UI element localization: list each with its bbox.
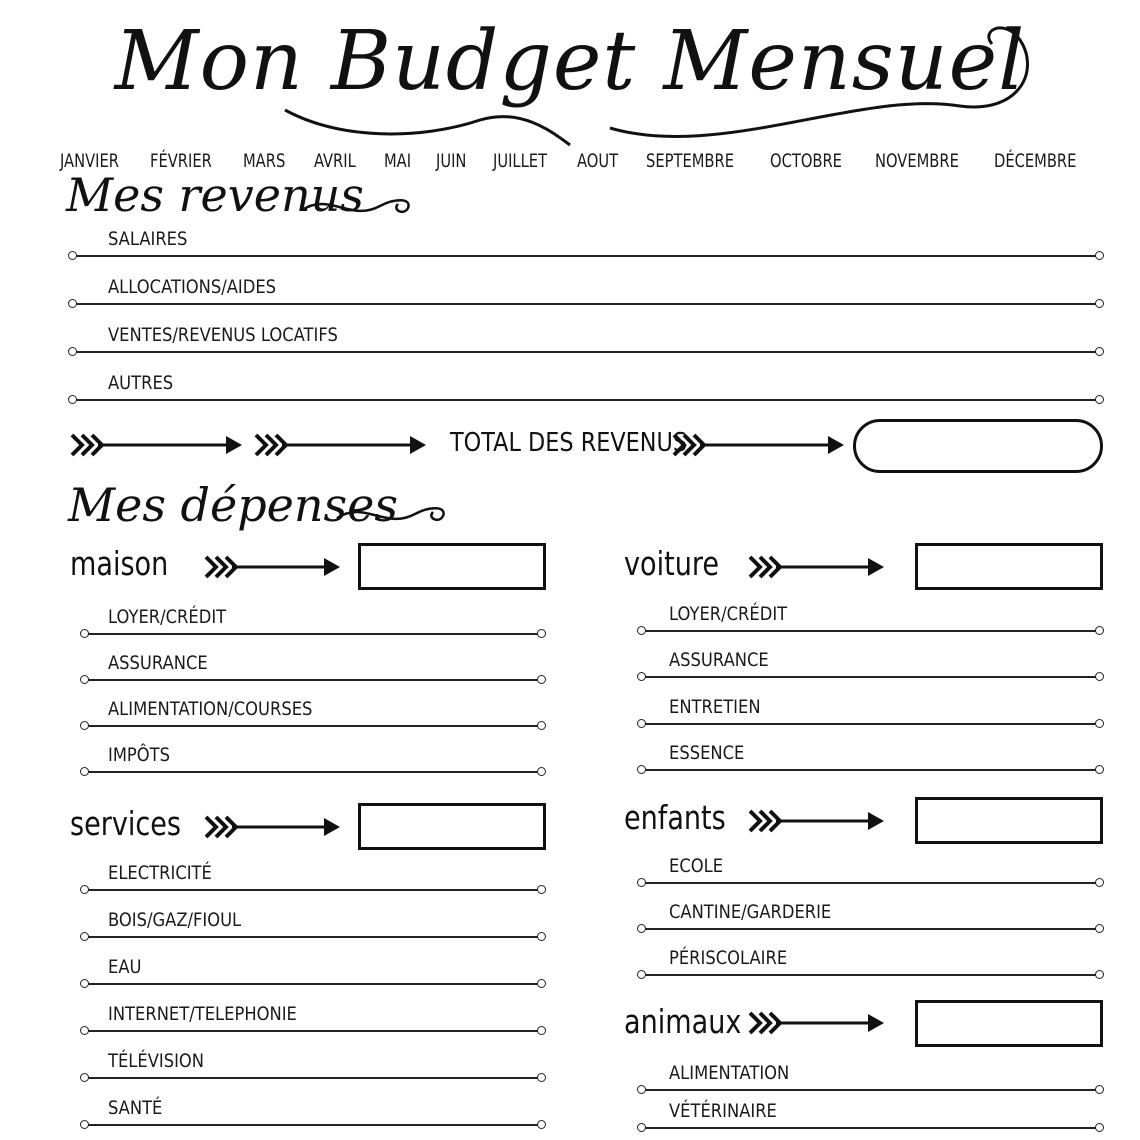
entry-line[interactable]	[643, 1089, 1098, 1091]
flourish-icon	[335, 500, 455, 530]
line-end-dot	[1095, 251, 1104, 260]
expense-item-label: INTERNET/TELEPHONIE	[108, 1003, 297, 1025]
entry-line[interactable]	[643, 630, 1098, 632]
expense-item-label: ALIMENTATION	[669, 1062, 790, 1084]
entry-line[interactable]	[86, 1077, 540, 1079]
chevron-arrow-icon	[68, 430, 248, 460]
line-end-dot	[537, 1120, 546, 1129]
line-end-dot	[80, 885, 89, 894]
line-end-dot	[80, 629, 89, 638]
animaux-item	[637, 1062, 1104, 1102]
category-maison: maison	[70, 544, 169, 583]
month-avril[interactable]: AVRIL	[313, 150, 356, 172]
month-juillet[interactable]: JUILLET	[493, 150, 548, 172]
chevron-arrow-icon	[746, 806, 891, 836]
entry-line[interactable]	[86, 1124, 540, 1126]
expense-item-label: TÉLÉVISION	[108, 1050, 205, 1072]
line-end-dot	[80, 675, 89, 684]
maison-item	[80, 744, 546, 784]
line-end-dot	[80, 767, 89, 776]
expense-item-label: ALIMENTATION/COURSES	[108, 698, 313, 720]
chevron-arrow-icon	[746, 552, 891, 582]
title-flourish-icon	[600, 10, 1070, 150]
line-end-dot	[1095, 924, 1104, 933]
line-end-dot	[637, 1085, 646, 1094]
maison-item	[80, 606, 546, 646]
voiture-item	[637, 696, 1104, 736]
line-end-dot	[1095, 1123, 1104, 1132]
month-janvier[interactable]: JANVIER	[60, 150, 119, 172]
line-end-dot	[637, 924, 646, 933]
month-octobre[interactable]: OCTOBRE	[770, 150, 843, 172]
depenses-heading: Mes dépenses	[68, 478, 398, 532]
expense-item-label: ENTRETIEN	[669, 696, 761, 718]
line-end-dot	[1095, 395, 1104, 404]
chevron-arrow-icon	[670, 430, 850, 460]
entry-line[interactable]	[86, 889, 540, 891]
expense-item-label: LOYER/CRÉDIT	[669, 603, 788, 625]
line-end-dot	[80, 721, 89, 730]
expense-item-label: ESSENCE	[669, 742, 745, 764]
entry-line[interactable]	[643, 676, 1098, 678]
entry-line[interactable]	[643, 928, 1098, 930]
line-end-dot	[637, 878, 646, 887]
month-fevrier[interactable]: FÉVRIER	[149, 150, 212, 172]
line-end-dot	[1095, 299, 1104, 308]
entry-line[interactable]	[74, 303, 1098, 305]
line-end-dot	[80, 1073, 89, 1082]
expense-item-label: ASSURANCE	[669, 649, 769, 671]
services-item	[80, 909, 546, 949]
line-end-dot	[1095, 626, 1104, 635]
services-item	[80, 1097, 546, 1137]
expense-item-label: ECOLE	[669, 855, 724, 877]
expense-item-label: CANTINE/GARDERIE	[669, 901, 832, 923]
services-item	[80, 1003, 546, 1043]
line-end-dot	[1095, 719, 1104, 728]
voiture-item	[637, 742, 1104, 782]
page-title: Mon Budget Mensuel	[114, 14, 1026, 109]
entry-line[interactable]	[643, 1127, 1098, 1129]
expense-item-label: BOIS/GAZ/FIOUL	[108, 909, 242, 931]
revenu-item-label: ALLOCATIONS/AIDES	[108, 276, 277, 298]
month-aout[interactable]: AOUT	[577, 150, 619, 172]
entry-line[interactable]	[643, 974, 1098, 976]
chevron-arrow-icon	[252, 430, 432, 460]
entry-line[interactable]	[86, 936, 540, 938]
services-item	[80, 956, 546, 996]
animaux-total-field[interactable]	[915, 1000, 1103, 1047]
line-end-dot	[537, 721, 546, 730]
month-mai[interactable]: MAI	[383, 150, 411, 172]
category-enfants: enfants	[624, 798, 726, 837]
revenus-heading: Mes revenus	[66, 168, 364, 222]
total-revenus-field[interactable]	[853, 419, 1103, 473]
maison-total-field[interactable]	[358, 543, 546, 590]
entry-line[interactable]	[74, 351, 1098, 353]
expense-item-label: VÉTÉRINAIRE	[669, 1100, 777, 1122]
month-novembre[interactable]: NOVEMBRE	[875, 150, 959, 172]
entry-line[interactable]	[86, 679, 540, 681]
expense-item-label: PÉRISCOLAIRE	[669, 947, 788, 969]
expense-item-label: IMPÔTS	[108, 744, 170, 766]
title-underflourish-icon	[280, 90, 580, 150]
month-septembre[interactable]: SEPTEMBRE	[646, 150, 735, 172]
voiture-item	[637, 649, 1104, 689]
expense-item-label: LOYER/CRÉDIT	[108, 606, 227, 628]
line-end-dot	[637, 672, 646, 681]
line-end-dot	[80, 1026, 89, 1035]
line-end-dot	[1095, 765, 1104, 774]
expense-item-label: ASSURANCE	[108, 652, 208, 674]
animaux-item	[637, 1100, 1104, 1140]
line-end-dot	[537, 767, 546, 776]
line-end-dot	[637, 719, 646, 728]
services-total-field[interactable]	[358, 803, 546, 850]
maison-item	[80, 698, 546, 738]
line-end-dot	[1095, 1085, 1104, 1094]
month-decembre[interactable]: DÉCEMBRE	[993, 150, 1077, 172]
line-end-dot	[1095, 970, 1104, 979]
chevron-arrow-icon	[746, 1008, 891, 1038]
enfants-total-field[interactable]	[915, 797, 1103, 844]
line-end-dot	[537, 675, 546, 684]
services-item	[80, 1050, 546, 1090]
entry-line[interactable]	[643, 769, 1098, 771]
line-end-dot	[80, 1120, 89, 1129]
enfants-item	[637, 855, 1104, 895]
maison-item	[80, 652, 546, 692]
enfants-item	[637, 947, 1104, 987]
revenu-item-salaires	[68, 228, 1104, 268]
flourish-icon	[300, 192, 420, 222]
line-end-dot	[537, 1026, 546, 1035]
expense-item-label: EAU	[108, 956, 142, 978]
month-juin[interactable]: JUIN	[436, 150, 467, 172]
voiture-total-field[interactable]	[915, 543, 1103, 590]
revenu-item-label: AUTRES	[108, 372, 174, 394]
line-end-dot	[537, 932, 546, 941]
revenu-item-allocations	[68, 276, 1104, 316]
revenu-item-autres	[68, 372, 1104, 412]
line-end-dot	[1095, 878, 1104, 887]
revenu-item-ventes	[68, 324, 1104, 364]
line-end-dot	[1095, 347, 1104, 356]
line-end-dot	[637, 765, 646, 774]
entry-line[interactable]	[643, 723, 1098, 725]
total-revenus-label: TOTAL DES REVENUS	[450, 428, 688, 458]
entry-line[interactable]	[86, 983, 540, 985]
entry-line[interactable]	[643, 882, 1098, 884]
line-end-dot	[68, 395, 77, 404]
revenu-item-label: VENTES/REVENUS LOCATIFS	[108, 324, 338, 346]
category-animaux: animaux	[624, 1002, 742, 1041]
entry-line[interactable]	[74, 255, 1098, 257]
line-end-dot	[68, 251, 77, 260]
line-end-dot	[1095, 672, 1104, 681]
enfants-item	[637, 901, 1104, 941]
entry-line[interactable]	[86, 771, 540, 773]
voiture-item	[637, 603, 1104, 643]
entry-line[interactable]	[86, 633, 540, 635]
expense-item-label: SANTÉ	[108, 1097, 163, 1119]
month-mars[interactable]: MARS	[243, 150, 286, 172]
line-end-dot	[637, 626, 646, 635]
entry-line[interactable]	[86, 725, 540, 727]
entry-line[interactable]	[74, 399, 1098, 401]
revenu-item-label: SALAIRES	[108, 228, 188, 250]
line-end-dot	[537, 885, 546, 894]
line-end-dot	[68, 299, 77, 308]
line-end-dot	[537, 629, 546, 638]
line-end-dot	[537, 1073, 546, 1082]
chevron-arrow-icon	[202, 812, 347, 842]
line-end-dot	[637, 970, 646, 979]
line-end-dot	[68, 347, 77, 356]
category-services: services	[70, 804, 182, 843]
category-voiture: voiture	[624, 544, 720, 583]
entry-line[interactable]	[86, 1030, 540, 1032]
line-end-dot	[537, 979, 546, 988]
line-end-dot	[80, 932, 89, 941]
chevron-arrow-icon	[202, 552, 347, 582]
line-end-dot	[80, 979, 89, 988]
expense-item-label: ELECTRICITÉ	[108, 862, 212, 884]
services-item	[80, 862, 546, 902]
line-end-dot	[637, 1123, 646, 1132]
